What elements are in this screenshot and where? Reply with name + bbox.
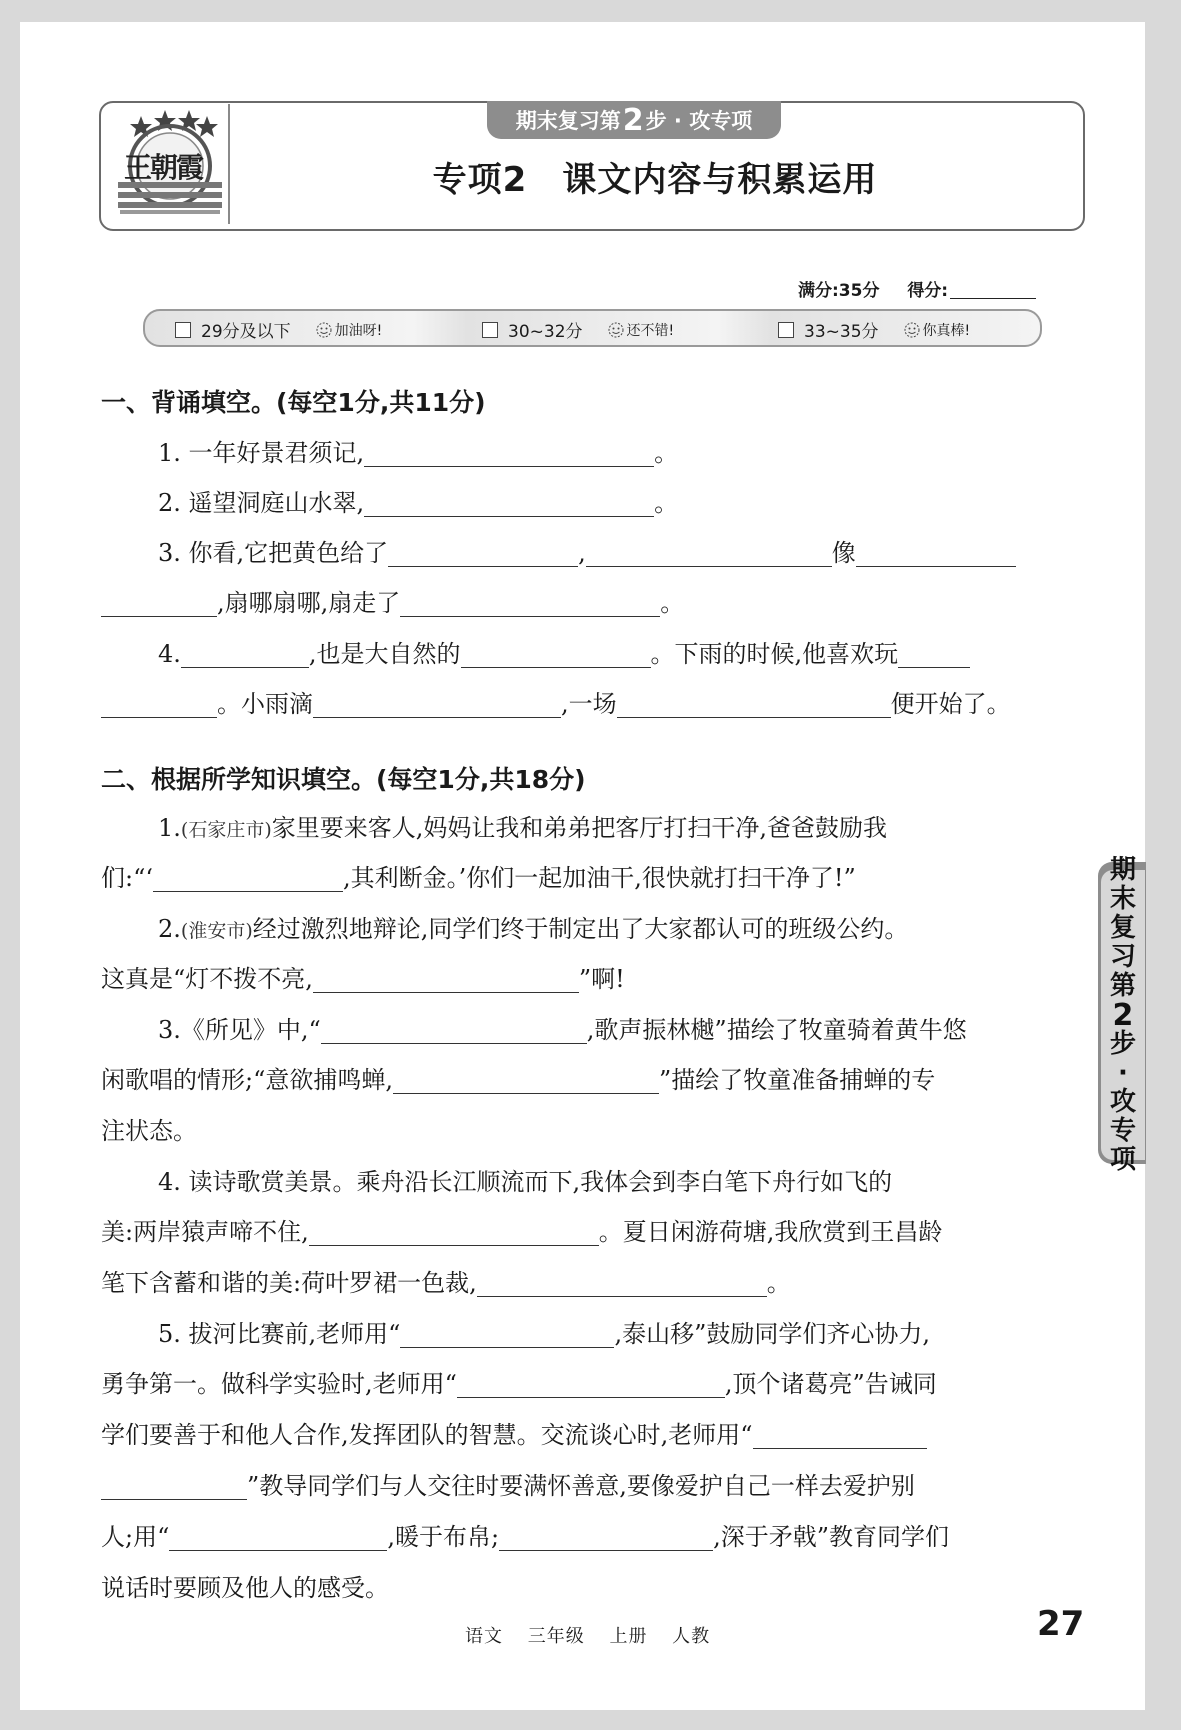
s2-q1-line2 [101,858,856,898]
s2-q4-text-a: 4. 读诗歌赏美景。乘舟沿长江顺流而下,我体会到李白笔下舟行如飞的 [158,1168,893,1196]
answer-blank[interactable] [461,637,651,668]
s2-q1-city: (石家庄市) [180,819,272,841]
s1-q4-text-e: ,一场 [561,690,617,718]
answer-blank[interactable] [400,586,660,617]
s2-q5-line1 [158,1314,930,1354]
s2-q1-line1 [158,808,887,848]
answer-blank[interactable] [499,1520,713,1551]
answer-blank[interactable] [181,637,309,668]
answer-blank[interactable] [477,1266,767,1297]
s2-q5-text-g: 人;用“ [101,1523,170,1551]
s2-q2-text-a: 经过激烈地辩论,同学们终于制定出了大家都认可的班级公约。 [252,915,909,943]
step-suffix: 步 · 攻专项 [645,109,753,133]
level-3-comment: 你真棒! [922,322,971,339]
s2-q1-num: 1. [158,814,181,842]
level-3-range: 33~35分 [804,322,879,342]
s2-q3-text-d: ”描绘了牧童准备捕蝉的专 [658,1066,936,1094]
s1-q2 [158,483,678,523]
s2-q5-text-d: ,顶个诸葛亮”告诫同 [724,1370,937,1398]
answer-blank[interactable] [309,1215,599,1246]
level-3-checkbox[interactable] [778,322,794,338]
s1-q4-num: 4. [158,640,181,668]
step-number: 2 [622,102,644,138]
period: 。 [660,589,685,617]
s2-q5-line2 [101,1364,937,1404]
s2-q3-text-c: 闲歌唱的情形;“意欲捕鸣蝉, [101,1066,393,1094]
s2-q5-text-c: 勇争第一。做科学实验时,老师用“ [101,1370,457,1398]
s2-q5-line6 [101,1568,389,1608]
section-2-title: 二、根据所学知识填空。(每空1分,共18分) [101,765,586,794]
s1-q3-line1 [158,533,1016,573]
s1-q1 [158,433,678,473]
logo-text: 王朝霞 [124,151,203,184]
side-tab-text [1110,856,1136,1175]
s2-q5-text-j: 说话时要顾及他人的感受。 [101,1574,389,1602]
s2-q3-line2 [101,1060,935,1100]
s2-q2-line1 [158,909,908,949]
s2-q5-line5 [101,1517,949,1557]
s1-q2-text: 2. 遥望洞庭山水翠, [158,489,365,517]
answer-blank[interactable] [101,586,217,617]
answer-blank[interactable] [856,536,1016,567]
s2-q5-text-b: ,泰山移”鼓励同学们齐心协力, [614,1320,930,1348]
side-tab-char: 复 [1109,912,1136,943]
side-tab-char: 期 [1109,854,1136,885]
smiley-icon [315,321,333,339]
level-1-comment: 加油呀! [334,322,383,339]
s2-q4-text-d: 笔下含蓄和谐的美:荷叶罗裙一色裁, [101,1269,477,1297]
level-2-comment: 还不错! [626,322,675,339]
side-tab-char: 习 [1109,941,1136,972]
answer-blank[interactable] [153,861,343,892]
side-tab-char: 专 [1109,1115,1136,1146]
level-1-checkbox[interactable] [175,322,191,338]
s2-q1-text-b: 们:“‘ [101,864,153,892]
s2-q2-city: (淮安市) [180,920,253,942]
s1-q3-line2 [101,583,684,623]
page-title: 专项2 课文内容与积累运用 [432,160,878,200]
s2-q2-num: 2. [158,915,181,943]
side-tab-char: 步 [1109,1028,1136,1059]
score-blank[interactable] [950,298,1036,299]
s2-q4-line1 [158,1162,892,1202]
level-3 [778,317,970,342]
s2-q4-text-c: 。夏日闲游荷塘,我欣赏到王昌龄 [598,1218,943,1246]
s1-q4-line1 [158,634,970,674]
s1-q4-text-c: 。下雨的时候,他喜欢玩 [650,640,899,668]
s1-q4-text-f: 便开始了。 [890,690,1011,718]
s1-q4-line2 [101,684,1011,724]
answer-blank[interactable] [388,536,578,567]
s2-q5-text-a: 5. 拔河比赛前,老师用“ [158,1320,401,1348]
side-tab-char: 项 [1109,1144,1136,1175]
s2-q1-text-a: 家里要来客人,妈妈让我和弟弟把客厅打扫干净,爸爸鼓励我 [271,814,887,842]
s2-q2-line2 [101,959,625,999]
side-tab [1101,854,1145,1175]
level-1 [175,317,382,342]
side-tab-char: 2 [1112,997,1134,1033]
side-tab-char: 攻 [1109,1086,1136,1117]
page-number: 27 [1037,1604,1085,1644]
level-2-range: 30~32分 [508,322,583,342]
s2-q5-line4 [101,1466,915,1506]
answer-blank[interactable] [169,1520,387,1551]
s2-q2-text-b: 这真是“灯不拨不亮, [101,965,313,993]
smiley-icon [903,321,921,339]
side-tab-char: · [1118,1057,1128,1088]
s2-q3-text-b: ,歌声振林樾”描绘了牧童骑着黄牛悠 [586,1016,967,1044]
answer-blank[interactable] [364,436,654,467]
s2-q4-text-e: 。 [766,1269,791,1297]
s1-q1-text: 1. 一年好景君须记, [158,439,365,467]
s2-q5-text-i: ,深于矛戟”教育同学们 [713,1523,949,1551]
s2-q5-line3 [101,1415,927,1455]
full-score: 满分:35分 [798,281,880,301]
s1-q4-text-d: 。小雨滴 [217,690,313,718]
s1-q3-text-d: ,扇哪扇哪,扇走了 [217,589,401,617]
answer-blank[interactable] [321,1013,587,1044]
side-tab-char: 第 [1109,970,1136,1001]
footer-text: 语文 三年级 上册 人教 [465,1626,711,1647]
s2-q2-text-c: ”啊! [578,965,625,993]
s1-q3-text-c: 像 [831,539,856,567]
smiley-icon [607,321,625,339]
level-2 [482,317,674,342]
score-levels-bar [143,309,1042,347]
s2-q5-text-h: ,暖于布帛; [387,1523,500,1551]
s2-q5-text-f: ”教导同学们与人交往时要满怀善意,要像爱护自己一样去爱护别 [247,1472,915,1500]
period: 。 [654,489,679,517]
period: 。 [654,439,679,467]
s2-q4-text-b: 美:两岸猿声啼不住, [101,1218,309,1246]
s1-q3-text-b: , [578,539,586,567]
level-2-checkbox[interactable] [482,322,498,338]
answer-blank[interactable] [586,536,832,567]
s2-q3-line1 [158,1010,967,1050]
answer-blank[interactable] [393,1063,659,1094]
score-line [798,276,1036,301]
answer-blank[interactable] [313,962,579,993]
answer-blank[interactable] [617,687,891,718]
s2-q4-line2 [101,1212,942,1252]
s2-q5-text-e: 学们要善于和他人合作,发挥团队的智慧。交流谈心时,老师用“ [101,1421,753,1449]
step-tab [487,101,781,139]
answer-blank[interactable] [101,1469,247,1500]
side-tab-char: 末 [1109,883,1136,914]
step-prefix: 期末复习第 [515,109,621,133]
level-1-range: 29分及以下 [201,322,291,342]
answer-blank[interactable] [313,687,561,718]
s2-q3-text-e: 注状态。 [101,1117,197,1145]
score-label: 得分: [907,281,949,301]
answer-blank[interactable] [101,687,217,718]
s2-q3-text-a: 3.《所见》中,“ [158,1016,321,1044]
s2-q4-line3 [101,1263,791,1303]
answer-blank[interactable] [753,1418,927,1449]
s2-q1-text-c: ,其利断金。’你们一起加油干,很快就打扫干净了!” [342,864,856,892]
s1-q3-text-a: 3. 你看,它把黄色给了 [158,539,389,567]
s2-q3-line3 [101,1111,197,1151]
answer-blank[interactable] [898,637,970,668]
answer-blank[interactable] [457,1367,725,1398]
answer-blank[interactable] [400,1317,614,1348]
section-1-title: 一、背诵填空。(每空1分,共11分) [101,388,486,417]
s1-q4-text-b: ,也是大自然的 [308,640,461,668]
answer-blank[interactable] [364,486,654,517]
